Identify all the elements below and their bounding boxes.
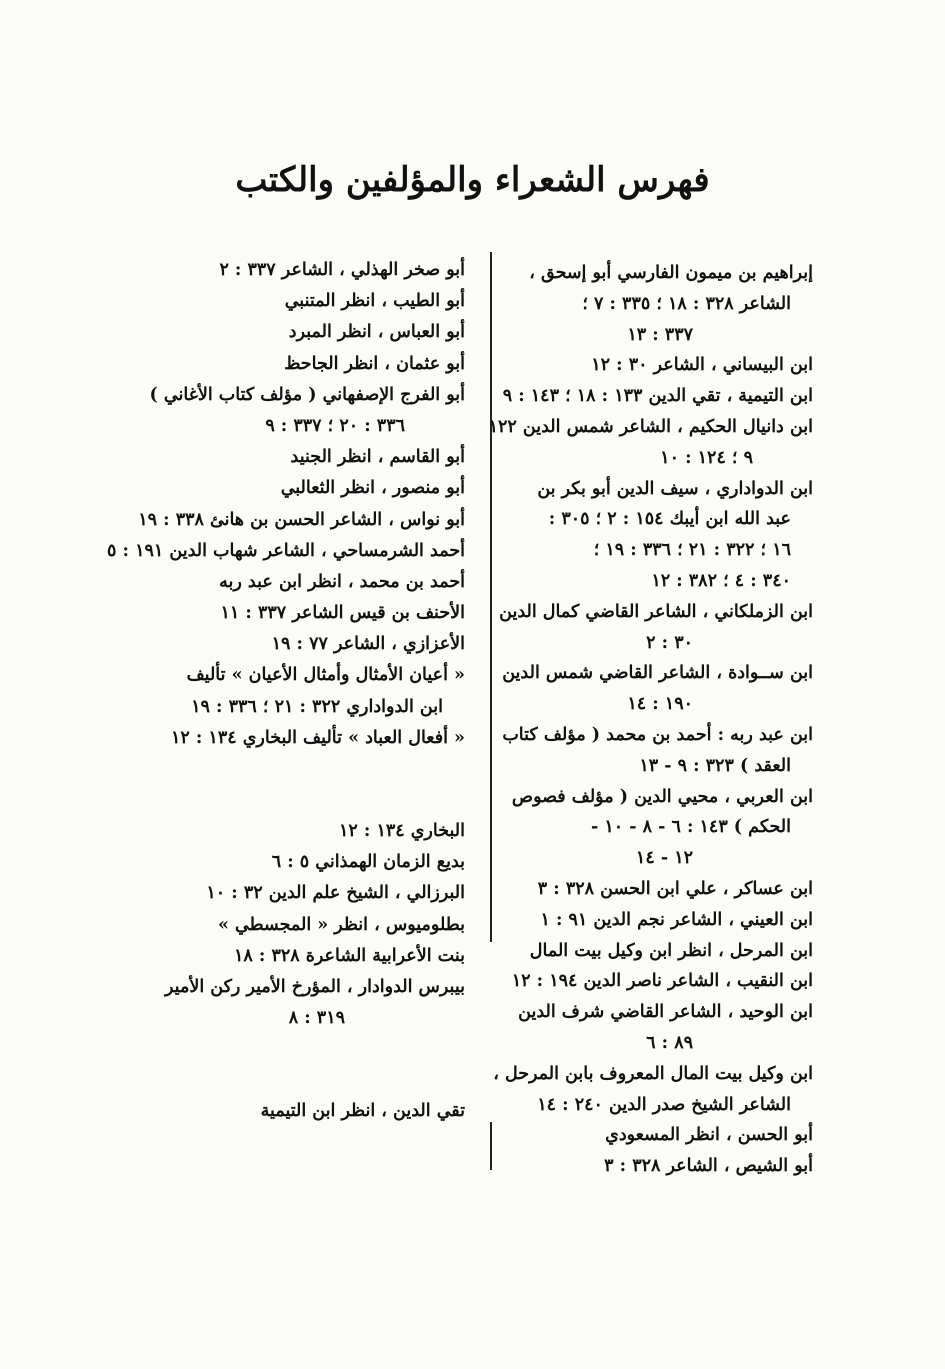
index-entry: الأحنف بن قيس الشاعر ٣٣٧ : ١١	[220, 603, 465, 624]
index-entry: ابن الدواداري ، سيف الدين أبو بكر بن	[537, 478, 813, 499]
index-entry-continuation: ٩ ؛ ١٢٤ : ١٠	[660, 447, 753, 468]
index-column-right	[488, 258, 813, 1182]
section-gap	[145, 754, 465, 816]
index-entry: أبو الفرج الإصفهاني ( مؤلف كتاب الأغاني )	[149, 384, 465, 405]
index-entry: ابن دانيال الحكيم ، الشاعر شمس الدين ١٢٢	[488, 416, 813, 437]
index-entry: ابن البيساني ، الشاعر ٣٠ : ١٢	[591, 355, 813, 376]
index-entry: البخاري ١٣٤ : ١٢	[338, 821, 465, 841]
index-entry: ابن وكيل بيت المال المعروف بابن المرحل ،	[493, 1063, 813, 1084]
index-entry: أبو القاسم ، انظر الجنيد	[290, 447, 465, 468]
index-entry: أبو الطيب ، انظر المتنبي	[284, 291, 465, 312]
index-entry: ابن العيني ، الشاعر نجم الدين ٩١ : ١	[540, 909, 813, 930]
index-entry: أبو الشيص ، الشاعر ٣٢٨ : ٣	[604, 1156, 813, 1177]
index-entry: « أعيان الأمثال وأمثال الأعيان » تأليف	[186, 665, 465, 686]
index-entry: بطلوميوس ، انظر « المجسطي »	[217, 914, 465, 935]
index-entry-continuation: الحكم ) ١٤٣ : ٦ - ٨ - ١٠ -	[590, 817, 791, 838]
index-entry-continuation: ٨٩ : ٦	[646, 1032, 693, 1053]
index-entry: أحمد بن محمد ، انظر ابن عبد ربه	[219, 571, 465, 592]
index-entry: ابن ســوادة ، الشاعر القاضي شمس الدين	[502, 663, 813, 684]
index-entry-continuation: ابن الدواداري ٣٢٢ : ٢١ ؛ ٣٣٦ : ١٩	[191, 696, 443, 717]
index-entry: بيبرس الدوادار ، المؤرخ الأمير ركن الأمير	[165, 976, 465, 997]
index-entry: أحمد الشرمساحي ، الشاعر شهاب الدين ١٩١ : ٥	[107, 540, 465, 561]
index-entry-continuation: ١٢ - ١٤	[635, 848, 693, 869]
index-entry: « أفعال العباد » تأليف البخاري ١٣٤ : ١٢	[170, 727, 465, 748]
index-column-left	[107, 255, 465, 1128]
index-entry: إبراهيم بن ميمون الفارسي أبو إسحق ،	[529, 263, 813, 283]
index-entry-continuation: ٣٠ : ٢	[646, 632, 693, 653]
index-entry-continuation: ٣١٩ : ٨	[288, 1008, 345, 1029]
page-title: فهرس الشعراء والمؤلفين والكتب	[235, 160, 710, 200]
index-entry: أبو صخر الهذلي ، الشاعر ٣٣٧ : ٢	[219, 260, 465, 280]
index-entry: ابن العربي ، محيي الدين ( مؤلف فصوص	[511, 786, 813, 807]
index-entry-continuation: عبد الله ابن أيبك ١٥٤ : ٢ ؛ ٣٠٥ :	[548, 509, 791, 530]
index-entry-continuation: ٣٣٧ : ١٣	[627, 324, 693, 345]
column-divider-lower	[490, 1122, 492, 1170]
index-entry-continuation: الشاعر ٣٢٨ : ١٨ ؛ ٣٣٥ : ٧ ؛	[582, 293, 791, 314]
index-entry: أبو نواس ، الشاعر الحسن بن هانئ ٣٣٨ : ١٩	[138, 509, 465, 530]
index-entry: بديع الزمان الهمذاني ٥ : ٦	[271, 852, 465, 873]
index-entry: ابن النقيب ، الشاعر ناصر الدين ١٩٤ : ١٢	[511, 971, 813, 992]
index-entry: تقي الدين ، انظر ابن التيمية	[260, 1101, 465, 1122]
index-entry-continuation: ٣٣٦ : ٢٠ ؛ ٣٣٧ : ٩	[265, 415, 405, 436]
index-entry: أبو منصور ، انظر الثعالبي	[280, 478, 465, 499]
index-entry: أبو العباس ، انظر المبرد	[288, 322, 465, 343]
index-entry: البرزالي ، الشيخ علم الدين ٣٢ : ١٠	[206, 883, 465, 904]
index-entry-continuation: الشاعر الشيخ صدر الدين ٢٤٠ : ١٤	[537, 1094, 791, 1115]
index-entry: ابن الوحيد ، الشاعر القاضي شرف الدين	[518, 1002, 813, 1023]
index-entry-continuation: ٣٤٠ : ٤ ؛ ٣٨٢ : ١٢	[651, 570, 791, 591]
index-entry-continuation: العقد ) ٣٢٣ : ٩ - ١٣	[639, 755, 791, 776]
index-entry: بنت الأعرابية الشاعرة ٣٢٨ : ١٨	[233, 945, 465, 966]
index-entry: أبو عثمان ، انظر الجاحظ	[284, 353, 465, 374]
index-entry: ابن عساكر ، علي ابن الحسن ٣٢٨ : ٣	[537, 878, 813, 899]
index-entry: أبو الحسن ، انظر المسعودي	[605, 1125, 813, 1146]
index-entry-continuation: ١٩٠ : ١٤	[627, 694, 693, 715]
index-entry: ابن عبد ربه : أحمد بن محمد ( مؤلف كتاب	[502, 724, 813, 745]
index-entry: ابن الزملكاني ، الشاعر القاضي كمال الدين	[499, 601, 813, 622]
section-gap	[145, 1034, 465, 1096]
index-entry-continuation: ١٦ ؛ ٣٢٢ : ٢١ ؛ ٣٣٦ : ١٩ ؛	[593, 540, 791, 561]
index-entry: ابن التيمية ، تقي الدين ١٣٣ : ١٨ ؛ ١٤٣ : ٩	[502, 386, 813, 407]
index-entry: الأعزازي ، الشاعر ٧٧ : ١٩	[271, 634, 465, 655]
column-divider	[490, 252, 492, 942]
index-entry: ابن المرحل ، انظر ابن وكيل بيت المال	[529, 940, 813, 961]
